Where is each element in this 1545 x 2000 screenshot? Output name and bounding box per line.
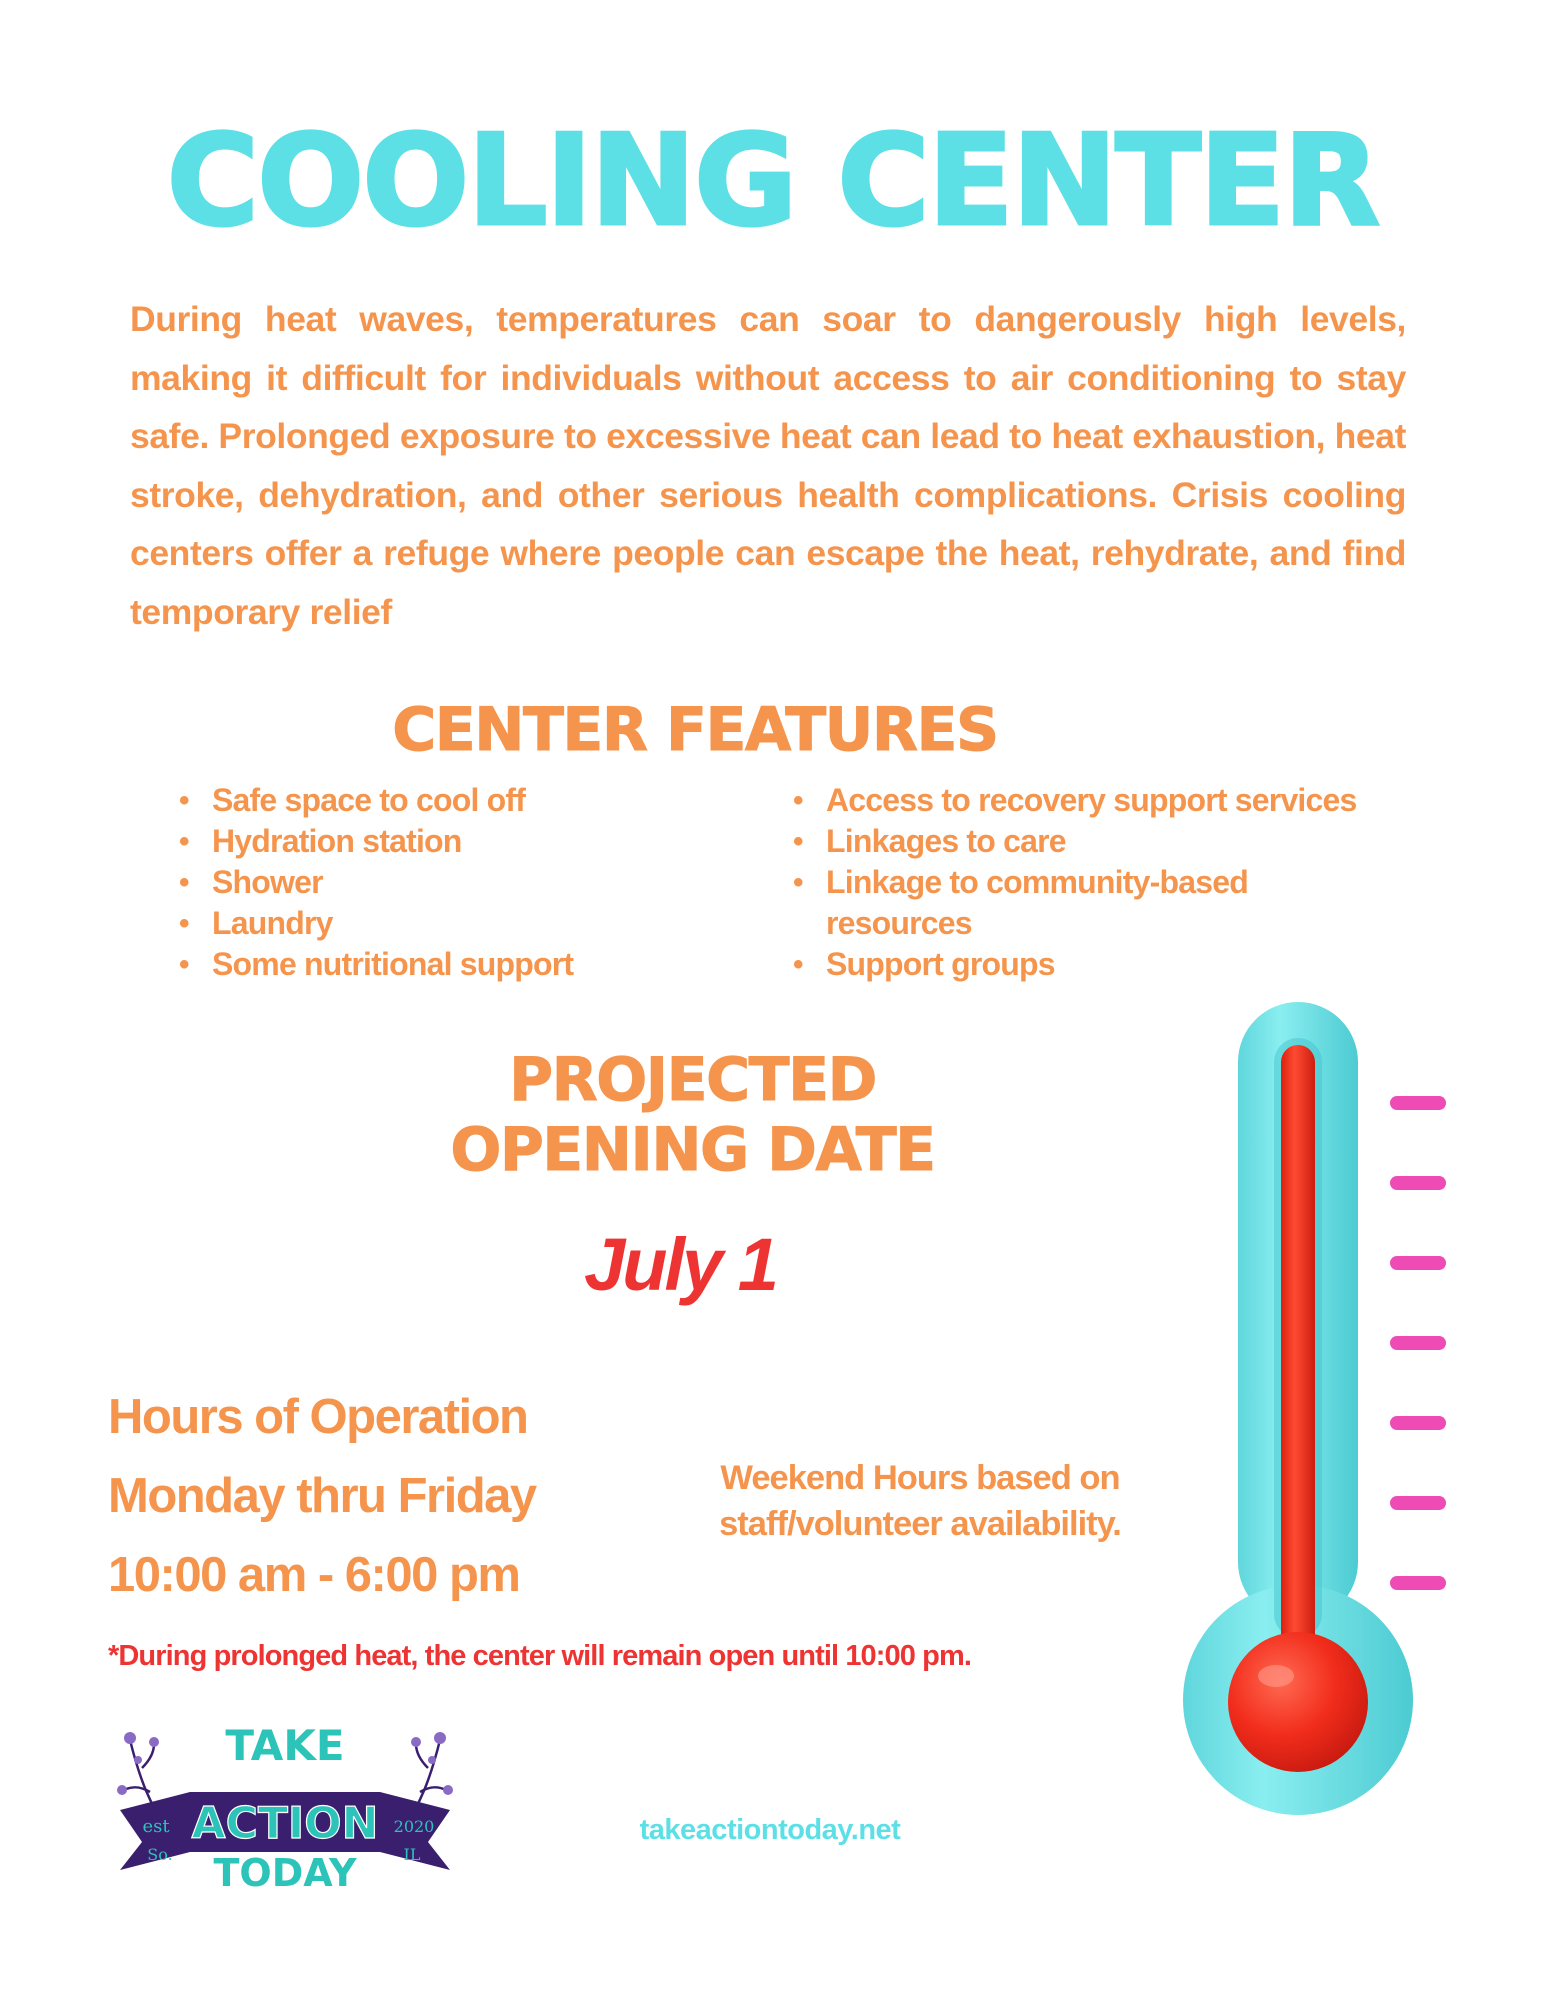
bullet-icon: •	[179, 784, 189, 817]
opening-date-heading	[360, 1045, 1025, 1185]
list-item: • Linkages to care	[826, 821, 1426, 862]
list-item: • Laundry	[212, 903, 732, 944]
opening-line-1: PROJECTED	[509, 1045, 876, 1115]
list-item: • Hydration station	[212, 821, 732, 862]
intro-paragraph: During heat waves, temperatures can soar to dangerously high levels, making it difficult for individuals without access to air conditioning to stay safe. Prolonged exposure to excessive heat can lead to heat exhaustion, heat stroke, dehydration, and other serious health complications. Crisis cooling centers offer a refuge where people can escape the heat, rehydrate, and find temporary relief	[130, 299, 1406, 632]
logo-today: TODAY	[213, 1851, 357, 1890]
logo-action: ACTION	[191, 1798, 379, 1849]
page-title: COOLING CENTER	[166, 107, 1379, 254]
list-item: • Safe space to cool off	[212, 780, 732, 821]
thermometer-mercury	[1281, 1045, 1315, 1665]
features-heading: CENTER FEATURES	[392, 695, 998, 765]
bullet-icon: •	[793, 825, 803, 858]
list-item: • Linkage to community-based resources	[793, 864, 1248, 941]
list-item: • Shower	[212, 862, 732, 903]
logo-so: So.	[147, 1845, 173, 1864]
logo-year: 2020	[393, 1817, 435, 1836]
take-action-today-logo	[110, 1720, 460, 1890]
opening-date: July 1	[584, 1223, 776, 1306]
bullet-icon: •	[793, 948, 803, 981]
features-list-right	[793, 780, 1426, 985]
logo-take: TAKE	[225, 1721, 345, 1770]
bullet-icon: •	[179, 866, 189, 899]
logo-est: est	[142, 1816, 170, 1837]
website-link[interactable]: takeactiontoday.net	[639, 1814, 901, 1846]
bullet-icon: •	[179, 825, 189, 858]
bullet-icon: •	[793, 866, 803, 899]
thermometer-mercury-bulb	[1228, 1632, 1368, 1772]
hours-time: 10:00 am - 6:00 pm	[108, 1548, 520, 1602]
opening-line-2: OPENING DATE	[450, 1115, 935, 1185]
list-item: • Support groups	[826, 944, 1426, 985]
list-item: • Access to recovery support services	[826, 780, 1426, 821]
weekend-hours-note: Weekend Hours based on staff/volunteer availability.	[719, 1459, 1121, 1543]
hours-days: Monday thru Friday	[108, 1469, 536, 1523]
bullet-icon: •	[793, 784, 803, 817]
list-item: • Some nutritional support	[212, 944, 732, 985]
logo-il: IL	[403, 1845, 421, 1864]
thermometer-ticks	[1390, 1096, 1446, 1590]
bullet-icon: •	[179, 948, 189, 981]
prolonged-heat-note: *During prolonged heat, the center will remain open until 10:00 pm.	[108, 1640, 971, 1672]
features-list-left	[179, 780, 732, 985]
thermometer-icon	[1180, 1000, 1480, 1840]
hours-of-operation	[108, 1378, 668, 1615]
hours-heading: Hours of Operation	[108, 1390, 528, 1444]
bullet-icon: •	[179, 907, 189, 940]
